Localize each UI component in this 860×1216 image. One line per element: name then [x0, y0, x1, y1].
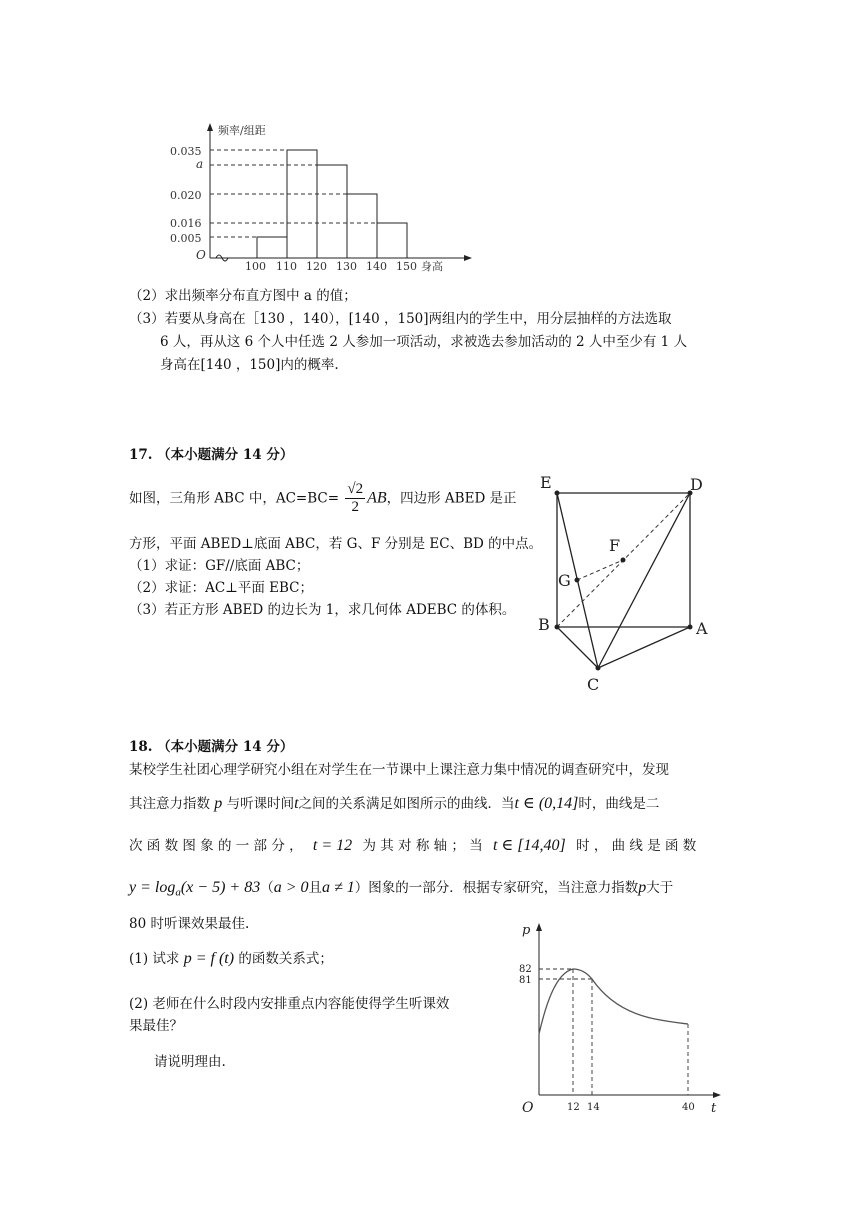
label-A: A	[696, 619, 708, 638]
q18-l3c: 为 其 对 称 轴 ； 当	[362, 838, 483, 854]
hist-xtick-140: 140	[366, 260, 387, 273]
hist-xlabel: 身高	[421, 260, 443, 273]
q18-l4a: y = log	[129, 879, 176, 896]
q17-line1-pre: 如图，三角形 ABC 中，AC=BC=	[129, 490, 340, 507]
q18-l2e: 时，曲线是二	[578, 796, 660, 812]
graph-label-40: 40	[682, 1102, 695, 1113]
q17-geometry-figure	[530, 468, 720, 698]
q18-l4i: 大于	[646, 880, 674, 896]
q18-line5: 80 时听课效果最佳.	[129, 916, 250, 932]
q18-l4sub: a	[175, 886, 181, 899]
graph-label-82: 82	[519, 964, 532, 975]
q18-l3a: 次 函 数 图 象 的 一 部 分 ，	[129, 838, 303, 854]
hist-bar-100-110	[257, 237, 287, 258]
graph-xlabel: t	[711, 1101, 717, 1116]
graph-ylabel: p	[522, 923, 531, 938]
q17-item2: （2）求证：AC⊥平面 EBC；	[129, 580, 314, 596]
q18-l2t: t	[294, 795, 299, 812]
q17-ab: AB	[367, 489, 387, 507]
q18-l4g: ）图象的一部分．根据专家研究，当注意力指数	[354, 880, 639, 896]
hist-xtick-110: 110	[276, 260, 297, 273]
q16-part2: （2）求出频率分布直方图中 a 的值；	[129, 288, 357, 304]
q18-q1c: 的函数关系式；	[238, 951, 333, 967]
hist-xtick-120: 120	[306, 260, 327, 273]
q18-l4e: 且	[308, 880, 322, 896]
hist-ylabel: 频率/组距	[218, 124, 266, 137]
hist-bar-130-140	[347, 194, 377, 258]
q16-part3-line3: 身高在[140 ，150]内的概率.	[160, 357, 339, 373]
q17-fraction-den: 2	[351, 499, 359, 515]
q18-l2d: t ∈ (0,14]	[514, 795, 579, 812]
label-F: F	[609, 536, 621, 555]
label-E: E	[540, 473, 552, 492]
q18-q1a: (1) 试求	[129, 951, 180, 967]
q18-l3e: 时 ， 曲 线 是 函 数	[576, 838, 697, 854]
label-G: G	[558, 571, 571, 590]
q17-line1-post: ，四边形 ABED 是正	[386, 490, 517, 507]
hist-origin: O	[196, 248, 206, 262]
q18-q1	[129, 949, 333, 969]
q18-l3b: t = 12	[312, 837, 353, 854]
q18-q1b: p = f (t)	[183, 950, 235, 967]
graph-origin: O	[522, 1100, 534, 1116]
hist-bar-140-150	[377, 223, 407, 258]
q18-q3: 请说明理由.	[154, 1054, 226, 1070]
histogram-figure	[150, 118, 480, 273]
q17-fraction	[345, 481, 365, 516]
hist-ytick-0035: 0.035	[170, 145, 202, 158]
hist-bar-110-120	[287, 150, 317, 258]
q18-l3d: t ∈ [14,40]	[493, 837, 566, 854]
q18-l4d: a > 0	[273, 879, 309, 896]
q18-l2b: 与听课时间	[226, 796, 295, 812]
q17-header: 17. （本小题满分 14 分）	[129, 447, 294, 463]
label-C: C	[587, 675, 600, 694]
q18-q2-line1: (2) 老师在什么时段内安排重点内容能使得学生听课效	[129, 996, 450, 1012]
q18-line2	[129, 794, 659, 814]
graph-label-14: 14	[587, 1102, 600, 1113]
hist-xtick-150: 150	[396, 260, 417, 273]
hist-ytick-0020: 0.020	[170, 189, 202, 202]
graph-label-12: 12	[567, 1102, 580, 1113]
q18-q2-line2: 果最佳？	[129, 1018, 183, 1034]
hist-ytick-0005: 0.005	[170, 232, 202, 245]
hist-ytick-a: a	[196, 157, 204, 171]
q18-l4h: p	[638, 879, 647, 896]
q17-fraction-num: √2	[347, 481, 364, 497]
q18-l2a: 其注意力指数	[129, 796, 210, 812]
q18-attention-graph	[505, 918, 735, 1118]
q18-l4f: a ≠ 1	[322, 879, 355, 896]
q18-line4	[129, 878, 673, 903]
q17-line2: 方形，平面 ABED⊥底面 ABC，若 G、F 分别是 EC、BD 的中点。	[129, 536, 543, 552]
q18-l4b: (x − 5) + 83	[180, 879, 261, 896]
hist-bar-120-130	[317, 165, 347, 258]
hist-ytick-0016: 0.016	[170, 217, 202, 230]
q18-line1: 某校学生社团心理学研究小组在对学生在一节课中上课注意力集中情况的调查研究中，发现	[129, 762, 669, 778]
label-D: D	[690, 475, 703, 494]
q16-part3-line1: （3）若要从身高在［130 ，140），[140 ，150]两组内的学生中，用分层抽样的方法选取	[129, 311, 672, 327]
q17-line1	[129, 478, 517, 518]
q17-item1: （1）求证：GF//底面 ABC；	[129, 558, 310, 574]
label-B: B	[538, 615, 550, 634]
q18-l2c: 之间的关系满足如图所示的曲线．当	[298, 796, 515, 812]
hist-xtick-130: 130	[336, 260, 357, 273]
q18-header: 18. （本小题满分 14 分）	[129, 739, 294, 755]
q17-item3: （3）若正方形 ABED 的边长为 1，求几何体 ADEBC 的体积。	[129, 602, 516, 618]
hist-xtick-100: 100	[245, 260, 266, 273]
q16-part3-line2: 6 人，再从这 6 个人中任选 2 人参加一项活动，求被选去参加活动的 2 人中至少有 1 人	[160, 334, 688, 350]
q18-l4c: （	[260, 880, 274, 896]
graph-label-81: 81	[519, 975, 532, 986]
q18-l2p: p	[214, 795, 223, 812]
q18-line3	[129, 836, 696, 856]
